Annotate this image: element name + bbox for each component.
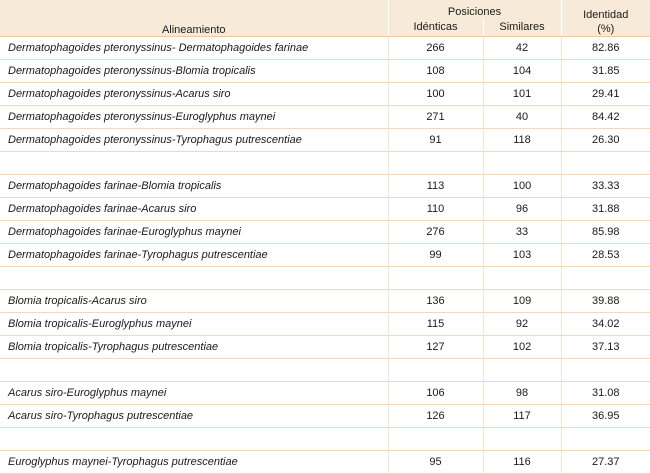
similares-cell: 103	[483, 244, 561, 267]
identicas-cell: 91	[388, 129, 483, 152]
table-header	[0, 0, 650, 37]
table-row	[0, 221, 650, 244]
similares-cell: 96	[483, 198, 561, 221]
identidad-cell: 28.53	[561, 244, 650, 267]
alignment-name-cell: Dermatophagoides farinae-Acarus siro	[0, 198, 388, 221]
similares-cell: 98	[483, 382, 561, 405]
identicas-cell: 266	[388, 37, 483, 60]
spacer-cell	[0, 428, 388, 451]
spacer-cell	[561, 359, 650, 382]
table-row	[0, 83, 650, 106]
table-row	[0, 129, 650, 152]
spacer-cell	[561, 267, 650, 290]
table-row	[0, 175, 650, 198]
table-row	[0, 405, 650, 428]
alignment-name-cell: Dermatophagoides pteronyssinus-Tyrophagus putrescentiae	[0, 129, 388, 152]
table-row	[0, 290, 650, 313]
alignment-name-cell: Acarus siro-Euroglyphus maynei	[0, 382, 388, 405]
alignment-name-cell: Euroglyphus maynei-Tyrophagus putrescentiae	[0, 451, 388, 474]
spacer-cell	[388, 428, 483, 451]
similares-cell: 109	[483, 290, 561, 313]
alignment-name-cell: Dermatophagoides pteronyssinus-Acarus siro	[0, 83, 388, 106]
table-row	[0, 382, 650, 405]
header-alineamiento: Alineamiento	[0, 0, 388, 37]
similares-cell: 118	[483, 129, 561, 152]
similares-cell: 33	[483, 221, 561, 244]
similares-cell: 104	[483, 60, 561, 83]
table-row	[0, 313, 650, 336]
table-row	[0, 244, 650, 267]
identicas-cell: 110	[388, 198, 483, 221]
alignment-name-cell: Blomia tropicalis-Acarus siro	[0, 290, 388, 313]
header-similares: Similares	[483, 18, 561, 37]
alignment-name-cell: Dermatophagoides pteronyssinus-Blomia tropicalis	[0, 60, 388, 83]
identidad-cell: 85.98	[561, 221, 650, 244]
group-spacer	[0, 267, 650, 290]
alignment-name-cell: Dermatophagoides farinae-Euroglyphus maynei	[0, 221, 388, 244]
identidad-cell: 31.85	[561, 60, 650, 83]
header-identidad	[561, 0, 650, 37]
identidad-cell: 37.13	[561, 336, 650, 359]
identicas-cell: 108	[388, 60, 483, 83]
table-row	[0, 198, 650, 221]
identidad-cell: 26.30	[561, 129, 650, 152]
alignment-name-cell: Blomia tropicalis-Tyrophagus putrescentiae	[0, 336, 388, 359]
identicas-cell: 127	[388, 336, 483, 359]
identicas-cell: 136	[388, 290, 483, 313]
identidad-cell: 39.88	[561, 290, 650, 313]
identidad-cell: 27.37	[561, 451, 650, 474]
similares-cell: 101	[483, 83, 561, 106]
header-identidad-unit: (%)	[597, 23, 615, 35]
spacer-cell	[561, 428, 650, 451]
alignment-name-cell: Blomia tropicalis-Euroglyphus maynei	[0, 313, 388, 336]
similares-cell: 102	[483, 336, 561, 359]
spacer-cell	[483, 359, 561, 382]
table-row	[0, 60, 650, 83]
identidad-cell: 34.02	[561, 313, 650, 336]
header-identicas: Idénticas	[388, 18, 483, 37]
alignment-name-cell: Dermatophagoides farinae-Blomia tropicalis	[0, 175, 388, 198]
similares-cell: 117	[483, 405, 561, 428]
table-body	[0, 37, 650, 474]
identidad-cell: 31.88	[561, 198, 650, 221]
identicas-cell: 271	[388, 106, 483, 129]
group-spacer	[0, 428, 650, 451]
header-identidad-label: Identidad	[583, 9, 629, 21]
spacer-cell	[388, 359, 483, 382]
identicas-cell: 95	[388, 451, 483, 474]
similares-cell: 100	[483, 175, 561, 198]
identidad-cell: 29.41	[561, 83, 650, 106]
alignment-name-cell: Dermatophagoides pteronyssinus-Euroglyphus maynei	[0, 106, 388, 129]
similares-cell: 42	[483, 37, 561, 60]
spacer-cell	[388, 267, 483, 290]
spacer-cell	[388, 152, 483, 175]
spacer-cell	[483, 267, 561, 290]
table-row	[0, 451, 650, 474]
identicas-cell: 126	[388, 405, 483, 428]
identicas-cell: 113	[388, 175, 483, 198]
table-row	[0, 106, 650, 129]
identicas-cell: 276	[388, 221, 483, 244]
alignment-name-cell: Dermatophagoides pteronyssinus- Dermatophagoides farinae	[0, 37, 388, 60]
spacer-cell	[0, 267, 388, 290]
table-row	[0, 336, 650, 359]
identicas-cell: 106	[388, 382, 483, 405]
spacer-cell	[0, 359, 388, 382]
identidad-cell: 84.42	[561, 106, 650, 129]
alignment-name-cell: Dermatophagoides farinae-Tyrophagus putrescentiae	[0, 244, 388, 267]
identicas-cell: 100	[388, 83, 483, 106]
identicas-cell: 115	[388, 313, 483, 336]
spacer-cell	[483, 152, 561, 175]
alignment-name-cell: Acarus siro-Tyrophagus putrescentiae	[0, 405, 388, 428]
identidad-cell: 31.08	[561, 382, 650, 405]
group-spacer	[0, 152, 650, 175]
header-posiciones: Posiciones	[388, 0, 561, 18]
similares-cell: 116	[483, 451, 561, 474]
identidad-cell: 82.86	[561, 37, 650, 60]
similares-cell: 92	[483, 313, 561, 336]
spacer-cell	[483, 428, 561, 451]
spacer-cell	[0, 152, 388, 175]
identicas-cell: 99	[388, 244, 483, 267]
spacer-cell	[561, 152, 650, 175]
table-row	[0, 37, 650, 60]
group-spacer	[0, 359, 650, 382]
identidad-cell: 33.33	[561, 175, 650, 198]
identidad-cell: 36.95	[561, 405, 650, 428]
similares-cell: 40	[483, 106, 561, 129]
